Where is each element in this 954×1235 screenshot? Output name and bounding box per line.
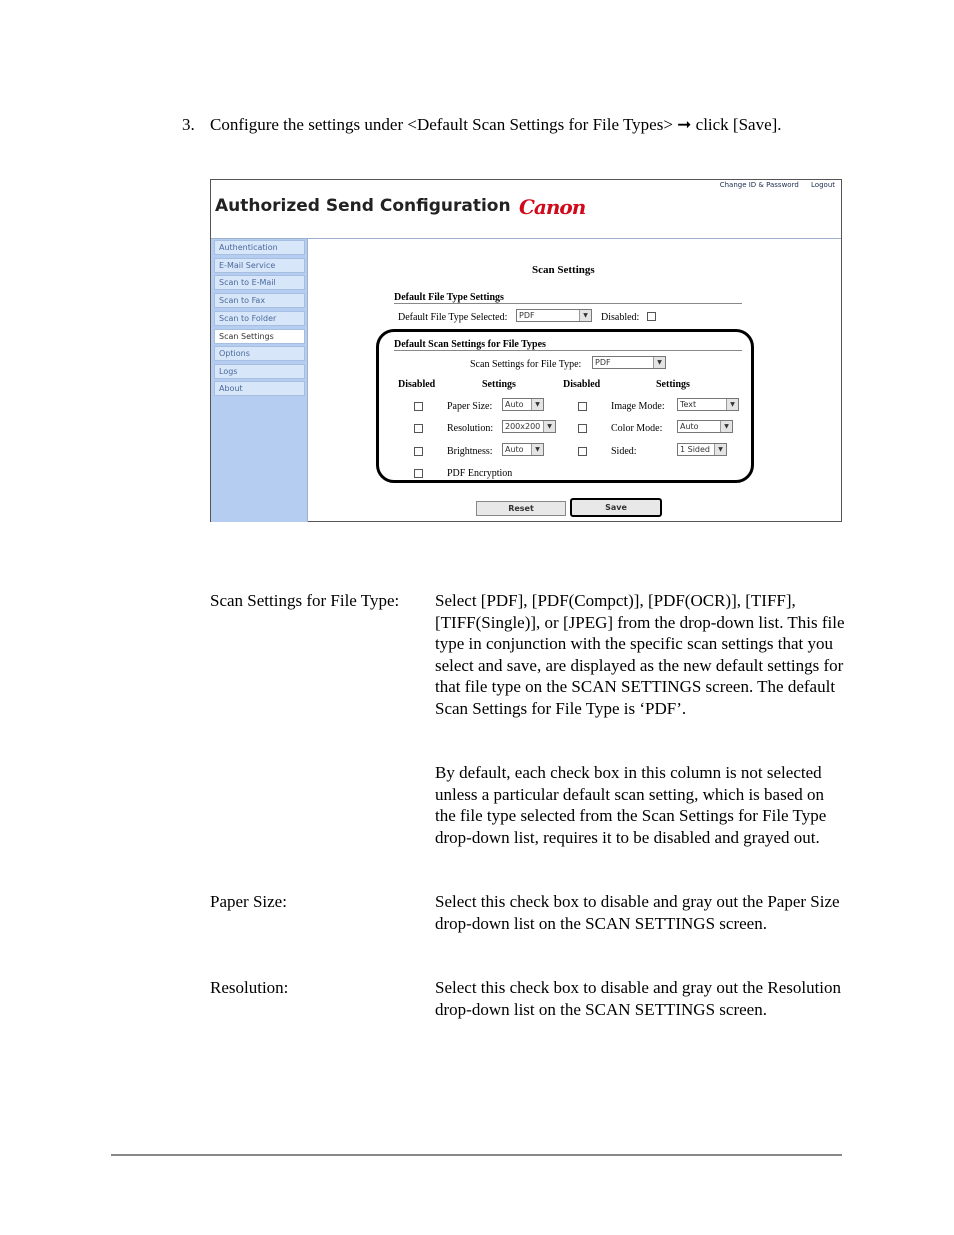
file-type-select[interactable]	[592, 356, 666, 369]
sidebar-item-about[interactable]: About	[214, 381, 305, 396]
sidebar-item-scan-to-email[interactable]: Scan to E-Mail	[214, 275, 305, 290]
dropdown-arrow-icon: ▼	[531, 444, 543, 455]
canon-logo: Canon	[519, 195, 586, 219]
image-mode-value: Text	[680, 400, 697, 409]
sidebar-item-options[interactable]: Options	[214, 346, 305, 361]
column-header-settings-left: Settings	[482, 379, 516, 390]
color-mode-value: Auto	[680, 422, 699, 431]
sided-label: Sided:	[611, 446, 637, 457]
default-file-type-disabled-checkbox[interactable]	[647, 312, 656, 321]
term-resolution: Resolution:	[210, 978, 289, 997]
definition-resolution: Select this check box to disable and gray out the Resolution drop-down list on the SCAN SETTINGS screen.	[435, 978, 842, 1019]
footer-divider	[111, 1154, 842, 1156]
resolution-value: 200x200	[505, 422, 541, 431]
image-mode-disabled-checkbox[interactable]	[578, 402, 587, 411]
scan-settings-section-title: Default Scan Settings for File Types	[394, 339, 546, 350]
color-mode-select[interactable]	[677, 420, 733, 433]
brightness-value: Auto	[505, 445, 524, 454]
color-mode-disabled-checkbox[interactable]	[578, 424, 587, 433]
sidebar-item-email-service[interactable]: E-Mail Service	[214, 258, 305, 273]
default-file-type-value: PDF	[519, 311, 535, 320]
divider	[394, 350, 742, 351]
logout-link[interactable]: Logout	[811, 181, 835, 189]
column-header-settings-right: Settings	[656, 379, 690, 390]
default-file-type-disabled-label: Disabled:	[601, 312, 640, 323]
sidebar-item-scan-to-folder[interactable]: Scan to Folder	[214, 311, 305, 326]
step-number: 3.	[182, 115, 195, 134]
page-title: Scan Settings	[532, 264, 595, 276]
term-paper-size: Paper Size:	[210, 892, 287, 911]
main-content	[308, 239, 841, 522]
term-scan-settings-file-type: Scan Settings for File Type:	[210, 591, 400, 610]
default-file-type-label: Default File Type Selected:	[398, 312, 508, 323]
brightness-disabled-checkbox[interactable]	[414, 447, 423, 456]
image-mode-label: Image Mode:	[611, 401, 665, 412]
ui-screenshot	[210, 179, 842, 522]
change-password-link[interactable]: Change ID & Password	[719, 181, 799, 189]
resolution-disabled-checkbox[interactable]	[414, 424, 423, 433]
default-file-type-title: Default File Type Settings	[394, 292, 504, 303]
app-title: Authorized Send Configuration	[215, 196, 511, 216]
save-button[interactable]: Save	[570, 498, 662, 517]
paper-size-label: Paper Size:	[447, 401, 493, 412]
brightness-select[interactable]	[502, 443, 544, 456]
column-header-disabled-right: Disabled	[563, 379, 601, 390]
dropdown-arrow-icon: ▼	[579, 310, 591, 321]
image-mode-select[interactable]	[677, 398, 739, 411]
definition-paper-size: Select this check box to disable and gray out the Paper Size drop-down list on the SCAN SETTINGS screen.	[435, 892, 840, 933]
resolution-select[interactable]	[502, 420, 556, 433]
top-links	[710, 181, 835, 189]
resolution-label: Resolution:	[447, 423, 494, 434]
column-header-disabled-left: Disabled	[398, 379, 436, 390]
paper-size-value: Auto	[505, 400, 524, 409]
dropdown-arrow-icon: ▼	[714, 444, 726, 455]
sided-value: 1 Sided	[680, 445, 711, 454]
sidebar	[211, 239, 308, 522]
paper-size-disabled-checkbox[interactable]	[414, 402, 423, 411]
divider	[394, 303, 742, 304]
sidebar-item-authentication[interactable]: Authentication	[214, 240, 305, 255]
app-header	[211, 180, 841, 239]
sidebar-item-logs[interactable]: Logs	[214, 364, 305, 379]
dropdown-arrow-icon: ▼	[726, 399, 738, 410]
dropdown-arrow-icon: ▼	[531, 399, 543, 410]
default-file-type-select[interactable]	[516, 309, 592, 322]
brightness-label: Brightness:	[447, 446, 493, 457]
dropdown-arrow-icon: ▼	[543, 421, 555, 432]
pdf-encryption-disabled-checkbox[interactable]	[414, 469, 423, 478]
sidebar-item-scan-to-fax[interactable]: Scan to Fax	[214, 293, 305, 308]
file-type-value: PDF	[595, 358, 611, 367]
reset-button[interactable]: Reset	[476, 501, 566, 516]
paper-size-select[interactable]	[502, 398, 544, 411]
definition-scan-settings-file-type-2: By default, each check box in this column is not selected unless a particular default scan setting, which is based on the file type selected from the Scan Settings for File Type drop-down list, requires it to be disabled and grayed out.	[435, 763, 827, 847]
file-type-label: Scan Settings for File Type:	[470, 359, 582, 370]
step-text: Configure the settings under <Default Scan Settings for File Types> ➞ click [Save].	[210, 115, 782, 134]
dropdown-arrow-icon: ▼	[653, 357, 665, 368]
color-mode-label: Color Mode:	[611, 423, 663, 434]
sided-disabled-checkbox[interactable]	[578, 447, 587, 456]
sided-select[interactable]	[677, 443, 727, 456]
dropdown-arrow-icon: ▼	[720, 421, 732, 432]
pdf-encryption-label: PDF Encryption	[447, 468, 513, 479]
definition-scan-settings-file-type-1: Select [PDF], [PDF(Compct)], [PDF(OCR)], [TIFF], [TIFF(Single)], or [JPEG] from the drop-down list. This file type in conjunction with the specific scan settings that you select and save, are displayed as the new default settings for that file type on the SCAN SETTINGS screen. The default Scan Settings for File Type is ‘PDF’.	[435, 591, 845, 718]
sidebar-item-scan-settings[interactable]: Scan Settings	[214, 329, 305, 344]
